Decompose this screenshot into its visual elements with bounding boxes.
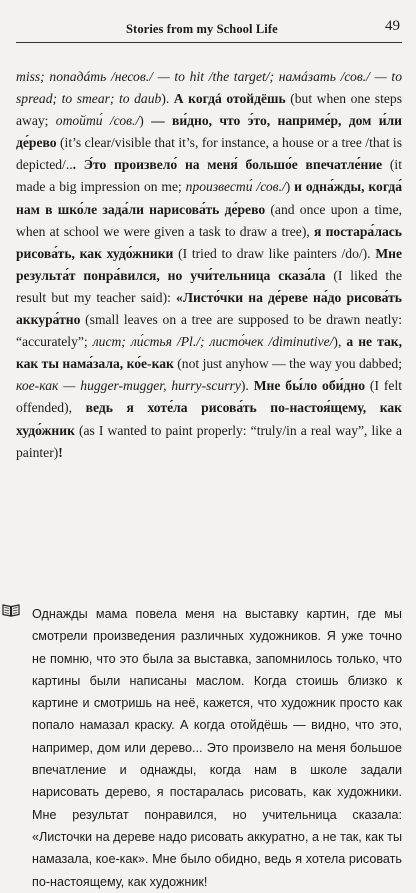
running-header: [16, 12, 402, 43]
translation-text: (not just anyhow — the way you dabbed;: [173, 356, 402, 372]
running-title: Stories from my School Life: [126, 22, 278, 36]
russian-phrase: — ви́дно, что э́то, наприме́р, дом и́ли де́рево: [16, 113, 403, 151]
russian-phrase: Мне результа́т понра́вился, но учи́тельница сказа́ла: [16, 245, 403, 283]
gloss-note: кое-как — hugger-mugger, hurry-scurry: [16, 378, 241, 394]
annotated-english-paragraph: [16, 66, 402, 464]
russian-text-paragraph: Однажды мама повела меня на выставку картин, где мы смотрели произведения различных художников. Я уже точно не помню, что это была за выставка, запомнилось только, что картины были написаны маслом. Когда стоишь близко к картине и смотришь на неё, кажется, что художник просто как попало намазал краску. А когда отойдёшь — видно, что это, например, дом или дерево... Это произвело на меня большое впечатление и однажды, когда нам в школе задали нарисовать дерево, я постаралась рисовать, как художники. Мне результат понравился, но учительница сказала: «Листочки на дереве надо рисовать аккуратно, а не так, как ты намазала, кое-как». Мне было обидно, ведь я хотела рисовать по-настоящему, как художник!: [32, 607, 402, 889]
russian-phrase: !: [58, 444, 63, 460]
translation-text: (it made a big impression on me;: [16, 157, 402, 195]
gloss-note: произвести́ /сов./: [185, 179, 286, 195]
translation-text: (as I wanted to paint properly: “truly/in a real way”, like a painter): [16, 422, 402, 460]
translation-text: ): [285, 179, 295, 195]
open-book-icon: [2, 603, 20, 617]
gloss-note: лист; ли́стья /Pl./; листо́чек /diminutive/: [92, 334, 334, 350]
translation-text: ): [139, 113, 152, 129]
translation-text: (and once upon a time, when at school we were given a task to draw a tree),: [16, 201, 403, 239]
translation-text: (it’s clear/visible that it’s, for instance, a house or a tree /that is depicted/..: [16, 135, 402, 173]
translation-text: (but when one steps away;: [16, 91, 402, 129]
russian-phrase: и одна́жды, когда́ нам в шко́ле зада́ли нарисова́ть де́рево: [16, 179, 402, 217]
translation-text: (I liked the result but my teacher said):: [16, 267, 402, 305]
translation-text: ).: [161, 91, 174, 107]
translation-text: ).: [240, 378, 254, 394]
translation-text: ),: [333, 334, 347, 350]
page-number: 49: [385, 18, 400, 34]
gloss-note: miss; попадáть /несов./ — to hit /the target/; намáзать /сов./ — to spread; to smear; to daub: [16, 69, 402, 107]
russian-phrase: я постара́лась рисова́ть, как худо́жники: [16, 223, 402, 261]
russian-phrase: ведь я хоте́ла рисова́ть по-настоя́щему, как худо́жник: [16, 400, 403, 438]
russian-phrase: Мне бы́ло оби́дно: [253, 378, 365, 394]
russian-phrase: А когдá отойдёшь: [173, 91, 286, 107]
translation-text: (I tried to draw like painters /do/).: [173, 245, 376, 261]
russian-phrase: а не так, как ты нама́зала, ко́е-как: [16, 334, 402, 372]
translation-text: (I felt offended),: [16, 378, 402, 416]
russian-phrase: «Листо́чки на де́реве на́до рисова́ть аккура́тно: [16, 289, 402, 328]
gloss-note: отойти́ /сов./: [55, 113, 140, 129]
translation-text: (small leaves on a tree are supposed to be drawn neatly: “accurately”;: [16, 312, 402, 350]
russian-phrase: . Э́то произвело́ на меня́ большо́е впечатле́ние: [72, 157, 383, 173]
